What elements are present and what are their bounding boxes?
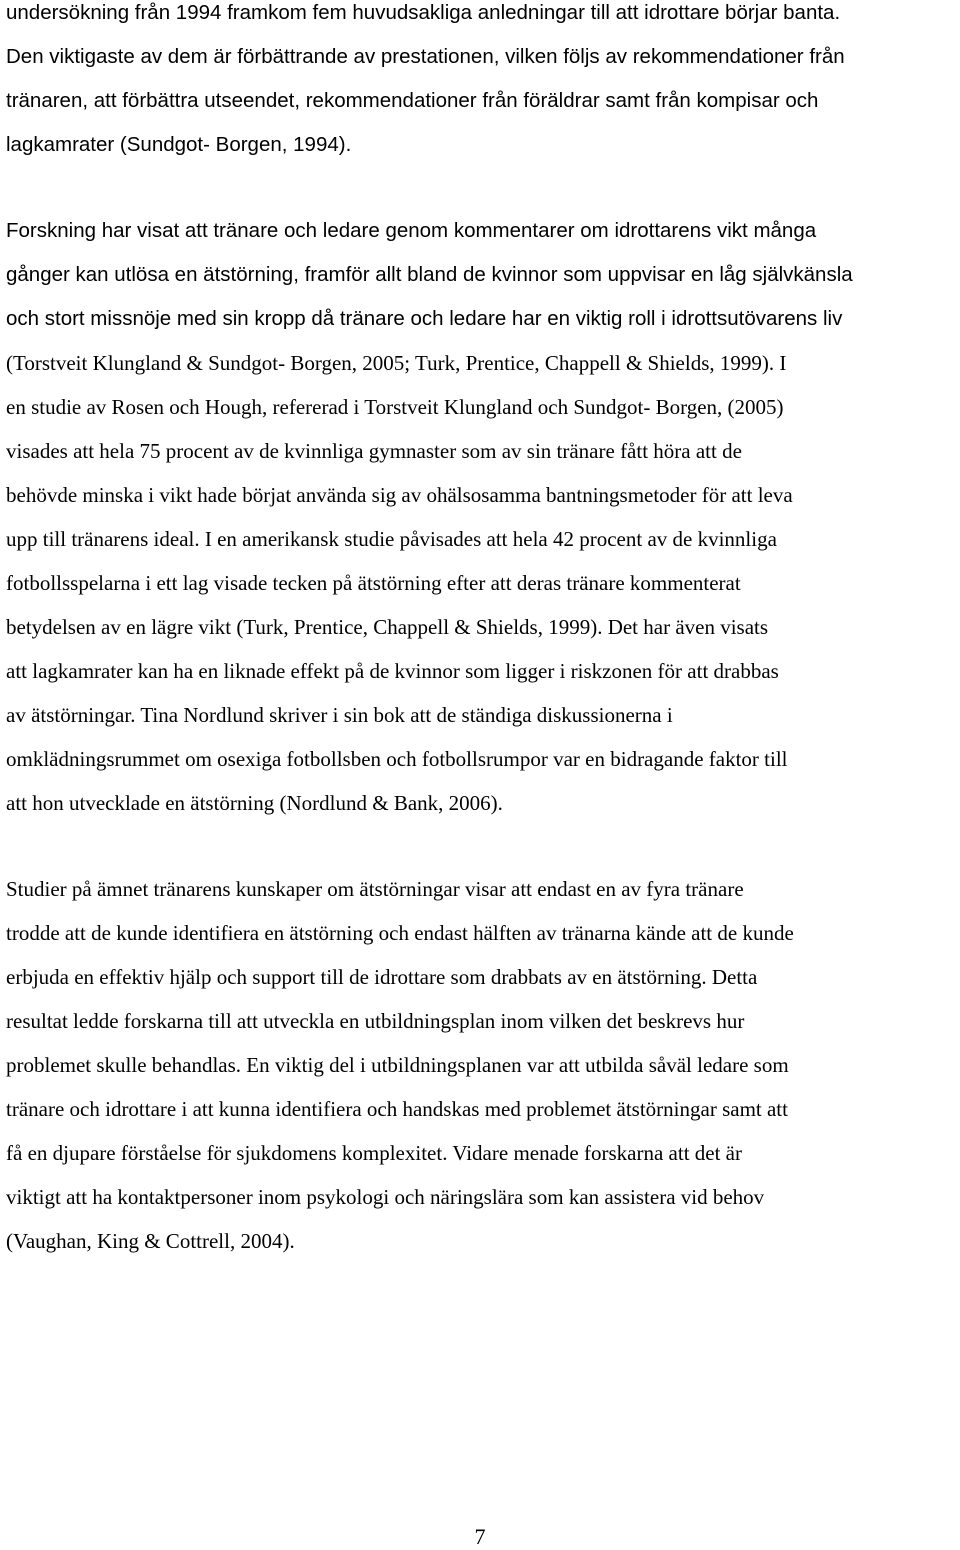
text-line: problemet skulle behandlas. En viktig del i utbildningsplanen var att utbilda såväl ledare som [6,1053,789,1077]
text-line: Den viktigaste av dem är förbättrande av prestationen, vilken följs av rekommendationer från [6,45,845,68]
text-line: lagkamrater (Sundgot- Borgen, 1994). [6,133,352,156]
text-line: en studie av Rosen och Hough, refererad i Torstveit Klungland och Sundgot- Borgen, (2005) [6,395,784,419]
text-line: betydelsen av en lägre vikt (Turk, Prentice, Chappell & Shields, 1999). Det har även visats [6,615,769,639]
text-line: att lagkamrater kan ha en liknade effekt på de kvinnor som ligger i riskzonen för att drabbas [6,659,779,683]
text-line: erbjuda en effektiv hjälp och support till de idrottare som drabbats av en ätstörning. Detta [6,965,758,989]
text-line: omklädningsrummet om osexiga fotbollsben och fotbollsrumpor var en bidragande faktor till [6,747,788,771]
text-line: Forskning har visat att tränare och ledare genom kommentarer om idrottarens vikt många [6,219,817,242]
text-line: resultat ledde forskarna till att utveckla en utbildningsplan inom vilken det beskrevs hur [6,1009,745,1033]
text-line: visades att hela 75 procent av de kvinnliga gymnaster som av sin tränare fått höra att de [6,439,742,463]
text-line: upp till tränarens ideal. I en amerikansk studie påvisades att hela 42 procent av de kvinnliga [6,527,777,551]
text-line: gånger kan utlösa en ätstörning, framför allt bland de kvinnor som uppvisar en låg självkänsla [6,263,853,286]
text-line: tränare och idrottare i att kunna identifiera och handskas med problemet ätstörningar samt att [6,1097,788,1121]
text-line: fotbollsspelarna i ett lag visade tecken på ätstörning efter att deras tränare kommenterat [6,571,741,595]
text-line: Studier på ämnet tränarens kunskaper om ätstörningar visar att endast en av fyra tränare [6,877,744,901]
text-line: undersökning från 1994 framkom fem huvudsakliga anledningar till att idrottare börjar banta. [6,1,841,24]
text-line: (Vaughan, King & Cottrell, 2004). [6,1229,295,1253]
text-line: tränaren, att förbättra utseendet, rekommendationer från föräldrar samt från kompisar och [6,89,819,112]
text-line: trodde att de kunde identifiera en ätstörning och endast hälften av tränarna kände att de kunde [6,921,794,945]
text-line: att hon utvecklade en ätstörning (Nordlund & Bank, 2006). [6,791,503,815]
text-line: få en djupare förståelse för sjukdomens komplexitet. Vidare menade forskarna att det är [6,1141,742,1165]
text-line: och stort missnöje med sin kropp då tränare och ledare har en viktig roll i idrottsutövarens liv [6,307,843,330]
text-line: av ätstörningar. Tina Nordlund skriver i sin bok att de ständiga diskussionerna i [6,703,673,727]
text-line: viktigt att ha kontaktpersoner inom psykologi och näringslära som kan assistera vid behov [6,1185,765,1209]
text-line: behövde minska i vikt hade börjat använda sig av ohälsosamma bantningsmetoder för att leva [6,483,793,507]
page-number: 7 [474,1524,486,1549]
text-line: (Torstveit Klungland & Sundgot- Borgen, 2005; Turk, Prentice, Chappell & Shields, 1999). I [6,351,787,375]
